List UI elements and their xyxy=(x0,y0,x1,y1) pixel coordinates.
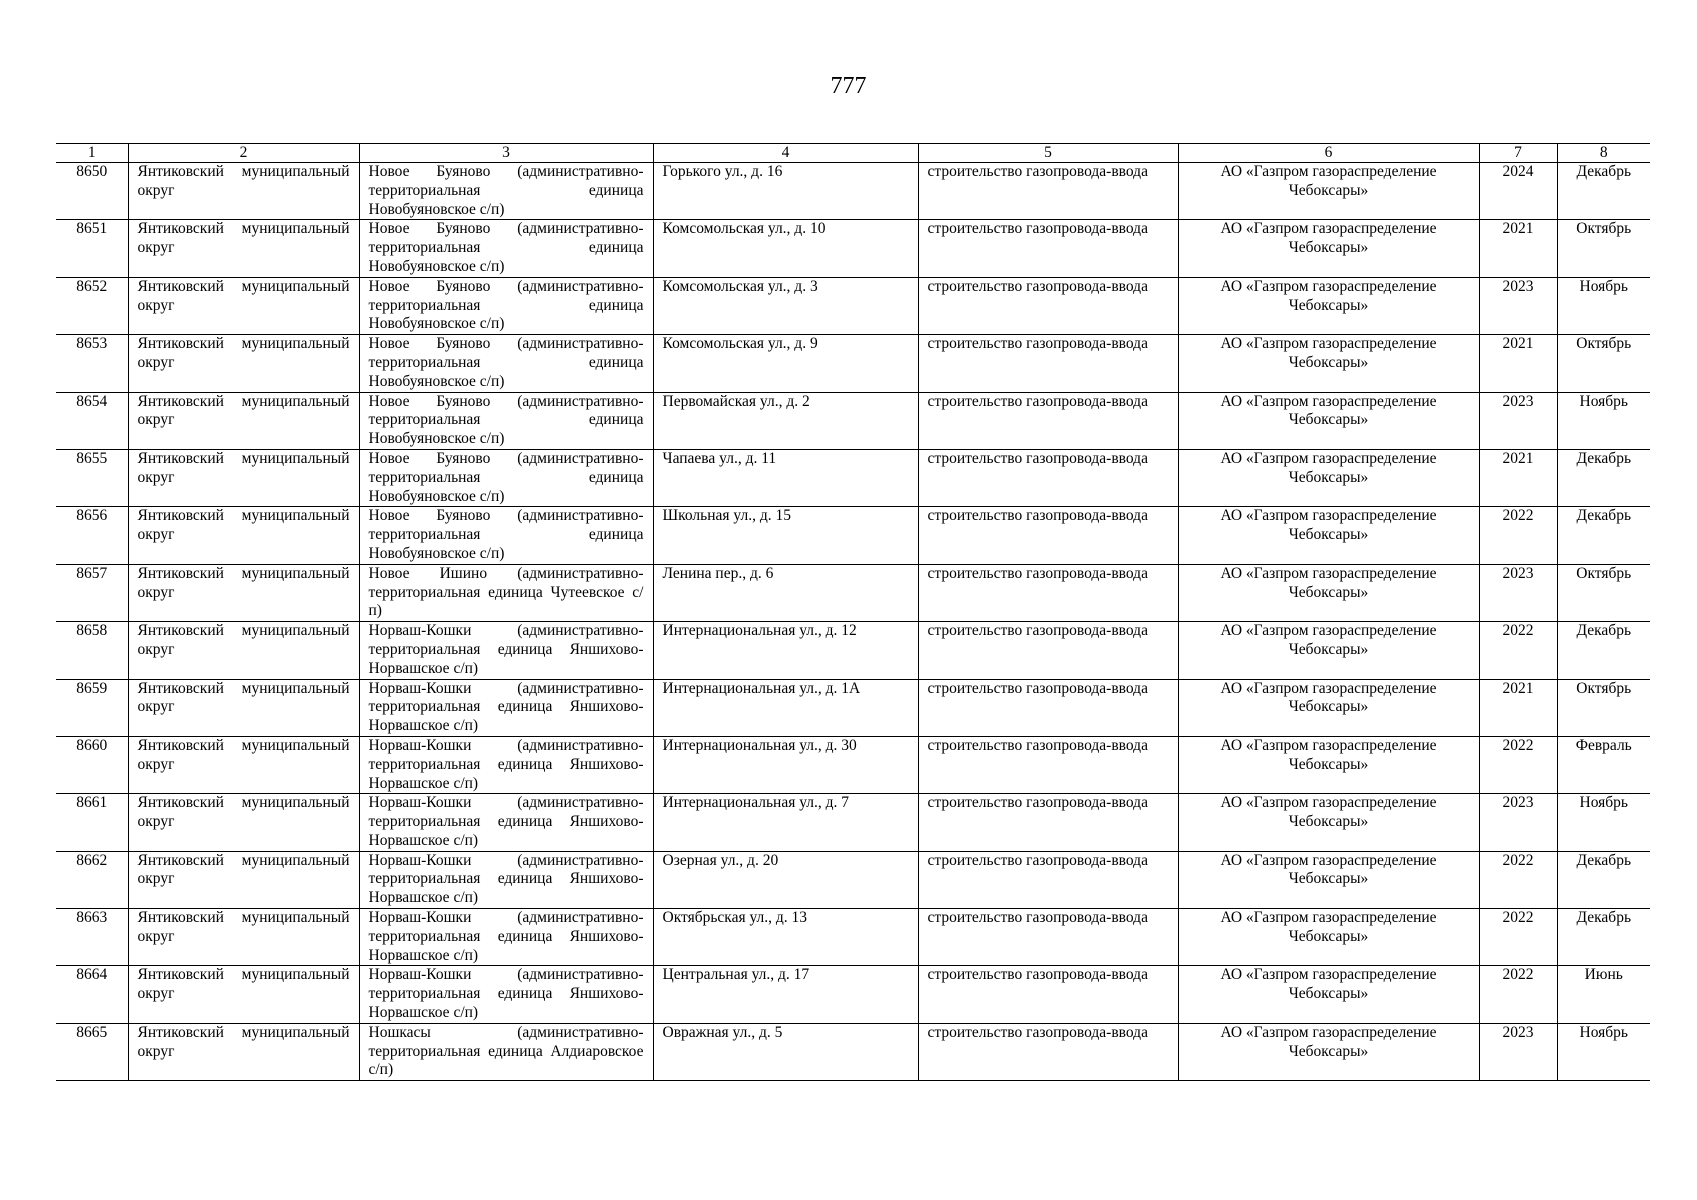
table-row xyxy=(56,449,1650,506)
address-cell: Озерная ул., д. 20 xyxy=(653,851,918,908)
district-cell: Янтиковский муниципальный округ xyxy=(128,851,359,908)
locality-cell: Новое Буяново (административно-территориальная единица Новобуяновское с/п) xyxy=(359,449,653,506)
locality-cell: Новое Буяново (административно-территориальная единица Новобуяновское с/п) xyxy=(359,507,653,564)
table-row xyxy=(56,622,1650,679)
address-cell: Октябрьская ул., д. 13 xyxy=(653,909,918,966)
month-cell: Октябрь xyxy=(1557,564,1650,621)
address-cell: Интернациональная ул., д. 30 xyxy=(653,736,918,793)
locality-cell: Норваш-Кошки (административно-территориальная единица Яншихово-Норвашское с/п) xyxy=(359,909,653,966)
locality-cell: Новое Буяново (административно-территориальная единица Новобуяновское с/п) xyxy=(359,220,653,277)
year-cell: 2023 xyxy=(1479,277,1557,334)
locality-cell: Ношкасы (административно-территориальная единица Алдиаровское с/п) xyxy=(359,1023,653,1080)
table-row xyxy=(56,679,1650,736)
work-type-cell: строительство газопровода-ввода xyxy=(918,220,1178,277)
month-cell: Октябрь xyxy=(1557,335,1650,392)
table-row xyxy=(56,392,1650,449)
district-cell: Янтиковский муниципальный округ xyxy=(128,163,359,220)
row-number: 8654 xyxy=(56,392,128,449)
year-cell: 2021 xyxy=(1479,679,1557,736)
organization-cell: АО «Газпром газораспределение Чебоксары» xyxy=(1178,679,1479,736)
address-cell: Комсомольская ул., д. 3 xyxy=(653,277,918,334)
address-cell: Интернациональная ул., д. 7 xyxy=(653,794,918,851)
table-row xyxy=(56,794,1650,851)
month-cell: Декабрь xyxy=(1557,851,1650,908)
row-number: 8655 xyxy=(56,449,128,506)
locality-cell: Норваш-Кошки (административно-территориальная единица Яншихово-Норвашское с/п) xyxy=(359,736,653,793)
district-cell: Янтиковский муниципальный округ xyxy=(128,449,359,506)
district-cell: Янтиковский муниципальный округ xyxy=(128,736,359,793)
work-type-cell: строительство газопровода-ввода xyxy=(918,622,1178,679)
table-header xyxy=(56,144,1650,163)
district-cell: Янтиковский муниципальный округ xyxy=(128,622,359,679)
address-cell: Горького ул., д. 16 xyxy=(653,163,918,220)
organization-cell: АО «Газпром газораспределение Чебоксары» xyxy=(1178,507,1479,564)
district-cell: Янтиковский муниципальный округ xyxy=(128,277,359,334)
district-cell: Янтиковский муниципальный округ xyxy=(128,335,359,392)
work-type-cell: строительство газопровода-ввода xyxy=(918,909,1178,966)
year-cell: 2021 xyxy=(1479,220,1557,277)
year-cell: 2024 xyxy=(1479,163,1557,220)
row-number: 8656 xyxy=(56,507,128,564)
row-number: 8657 xyxy=(56,564,128,621)
month-cell: Декабрь xyxy=(1557,449,1650,506)
table-row xyxy=(56,220,1650,277)
year-cell: 2023 xyxy=(1479,392,1557,449)
table-row xyxy=(56,335,1650,392)
work-type-cell: строительство газопровода-ввода xyxy=(918,449,1178,506)
district-cell: Янтиковский муниципальный округ xyxy=(128,794,359,851)
row-number: 8659 xyxy=(56,679,128,736)
organization-cell: АО «Газпром газораспределение Чебоксары» xyxy=(1178,794,1479,851)
district-cell: Янтиковский муниципальный округ xyxy=(128,564,359,621)
year-cell: 2023 xyxy=(1479,1023,1557,1080)
organization-cell: АО «Газпром газораспределение Чебоксары» xyxy=(1178,736,1479,793)
work-type-cell: строительство газопровода-ввода xyxy=(918,163,1178,220)
month-cell: Июнь xyxy=(1557,966,1650,1023)
table-row xyxy=(56,966,1650,1023)
month-cell: Декабрь xyxy=(1557,507,1650,564)
year-cell: 2023 xyxy=(1479,564,1557,621)
header-row xyxy=(56,144,1650,163)
row-number: 8650 xyxy=(56,163,128,220)
year-cell: 2023 xyxy=(1479,794,1557,851)
month-cell: Февраль xyxy=(1557,736,1650,793)
month-cell: Декабрь xyxy=(1557,909,1650,966)
work-type-cell: строительство газопровода-ввода xyxy=(918,736,1178,793)
work-type-cell: строительство газопровода-ввода xyxy=(918,392,1178,449)
year-cell: 2021 xyxy=(1479,449,1557,506)
year-cell: 2022 xyxy=(1479,909,1557,966)
locality-cell: Норваш-Кошки (административно-территориальная единица Яншихово-Норвашское с/п) xyxy=(359,851,653,908)
page-number: 777 xyxy=(830,73,867,99)
row-number: 8665 xyxy=(56,1023,128,1080)
locality-cell: Новое Буяново (административно-территориальная единица Новобуяновское с/п) xyxy=(359,163,653,220)
organization-cell: АО «Газпром газораспределение Чебоксары» xyxy=(1178,909,1479,966)
month-cell: Ноябрь xyxy=(1557,1023,1650,1080)
district-cell: Янтиковский муниципальный округ xyxy=(128,507,359,564)
organization-cell: АО «Газпром газораспределение Чебоксары» xyxy=(1178,564,1479,621)
work-type-cell: строительство газопровода-ввода xyxy=(918,507,1178,564)
organization-cell: АО «Газпром газораспределение Чебоксары» xyxy=(1178,220,1479,277)
table-row xyxy=(56,736,1650,793)
table-row xyxy=(56,1023,1650,1080)
work-type-cell: строительство газопровода-ввода xyxy=(918,679,1178,736)
locality-cell: Новое Буяново (административно-территориальная единица Новобуяновское с/п) xyxy=(359,335,653,392)
work-type-cell: строительство газопровода-ввода xyxy=(918,335,1178,392)
organization-cell: АО «Газпром газораспределение Чебоксары» xyxy=(1178,449,1479,506)
year-cell: 2022 xyxy=(1479,851,1557,908)
month-cell: Октябрь xyxy=(1557,220,1650,277)
address-cell: Комсомольская ул., д. 10 xyxy=(653,220,918,277)
month-cell: Декабрь xyxy=(1557,163,1650,220)
row-number: 8661 xyxy=(56,794,128,851)
year-cell: 2022 xyxy=(1479,966,1557,1023)
address-cell: Овражная ул., д. 5 xyxy=(653,1023,918,1080)
data-table xyxy=(56,143,1650,1081)
address-cell: Интернациональная ул., д. 12 xyxy=(653,622,918,679)
address-cell: Комсомольская ул., д. 9 xyxy=(653,335,918,392)
district-cell: Янтиковский муниципальный округ xyxy=(128,392,359,449)
work-type-cell: строительство газопровода-ввода xyxy=(918,277,1178,334)
row-number: 8652 xyxy=(56,277,128,334)
table-row xyxy=(56,277,1650,334)
year-cell: 2022 xyxy=(1479,736,1557,793)
organization-cell: АО «Газпром газораспределение Чебоксары» xyxy=(1178,335,1479,392)
column-header-4: 4 xyxy=(653,144,918,163)
row-number: 8653 xyxy=(56,335,128,392)
work-type-cell: строительство газопровода-ввода xyxy=(918,851,1178,908)
locality-cell: Новое Ишино (административно-территориальная единица Чутеевское с/п) xyxy=(359,564,653,621)
district-cell: Янтиковский муниципальный округ xyxy=(128,966,359,1023)
locality-cell: Норваш-Кошки (административно-территориальная единица Яншихово-Норвашское с/п) xyxy=(359,794,653,851)
column-header-8: 8 xyxy=(1557,144,1650,163)
row-number: 8660 xyxy=(56,736,128,793)
column-header-6: 6 xyxy=(1178,144,1479,163)
row-number: 8663 xyxy=(56,909,128,966)
column-header-3: 3 xyxy=(359,144,653,163)
month-cell: Ноябрь xyxy=(1557,277,1650,334)
organization-cell: АО «Газпром газораспределение Чебоксары» xyxy=(1178,277,1479,334)
locality-cell: Новое Буяново (административно-территориальная единица Новобуяновское с/п) xyxy=(359,277,653,334)
locality-cell: Норваш-Кошки (административно-территориальная единица Яншихово-Норвашское с/п) xyxy=(359,966,653,1023)
month-cell: Ноябрь xyxy=(1557,794,1650,851)
month-cell: Декабрь xyxy=(1557,622,1650,679)
district-cell: Янтиковский муниципальный округ xyxy=(128,220,359,277)
work-type-cell: строительство газопровода-ввода xyxy=(918,794,1178,851)
district-cell: Янтиковский муниципальный округ xyxy=(128,1023,359,1080)
column-header-5: 5 xyxy=(918,144,1178,163)
district-cell: Янтиковский муниципальный округ xyxy=(128,909,359,966)
organization-cell: АО «Газпром газораспределение Чебоксары» xyxy=(1178,622,1479,679)
table-row xyxy=(56,507,1650,564)
address-cell: Центральная ул., д. 17 xyxy=(653,966,918,1023)
organization-cell: АО «Газпром газораспределение Чебоксары» xyxy=(1178,851,1479,908)
locality-cell: Норваш-Кошки (административно-территориальная единица Яншихово-Норвашское с/п) xyxy=(359,679,653,736)
locality-cell: Норваш-Кошки (административно-территориальная единица Яншихово-Норвашское с/п) xyxy=(359,622,653,679)
row-number: 8651 xyxy=(56,220,128,277)
organization-cell: АО «Газпром газораспределение Чебоксары» xyxy=(1178,392,1479,449)
month-cell: Ноябрь xyxy=(1557,392,1650,449)
row-number: 8662 xyxy=(56,851,128,908)
organization-cell: АО «Газпром газораспределение Чебоксары» xyxy=(1178,163,1479,220)
address-cell: Первомайская ул., д. 2 xyxy=(653,392,918,449)
column-header-7: 7 xyxy=(1479,144,1557,163)
address-cell: Чапаева ул., д. 11 xyxy=(653,449,918,506)
year-cell: 2022 xyxy=(1479,507,1557,564)
row-number: 8658 xyxy=(56,622,128,679)
year-cell: 2021 xyxy=(1479,335,1557,392)
row-number: 8664 xyxy=(56,966,128,1023)
locality-cell: Новое Буяново (административно-территориальная единица Новобуяновское с/п) xyxy=(359,392,653,449)
organization-cell: АО «Газпром газораспределение Чебоксары» xyxy=(1178,966,1479,1023)
year-cell: 2022 xyxy=(1479,622,1557,679)
address-cell: Школьная ул., д. 15 xyxy=(653,507,918,564)
table-row xyxy=(56,909,1650,966)
table-row xyxy=(56,163,1650,220)
column-header-1: 1 xyxy=(56,144,128,163)
work-type-cell: строительство газопровода-ввода xyxy=(918,1023,1178,1080)
table-row xyxy=(56,851,1650,908)
organization-cell: АО «Газпром газораспределение Чебоксары» xyxy=(1178,1023,1479,1080)
month-cell: Октябрь xyxy=(1557,679,1650,736)
work-type-cell: строительство газопровода-ввода xyxy=(918,564,1178,621)
work-type-cell: строительство газопровода-ввода xyxy=(918,966,1178,1023)
table-body xyxy=(56,163,1650,1081)
district-cell: Янтиковский муниципальный округ xyxy=(128,679,359,736)
address-cell: Интернациональная ул., д. 1А xyxy=(653,679,918,736)
column-header-2: 2 xyxy=(128,144,359,163)
table-row xyxy=(56,564,1650,621)
address-cell: Ленина пер., д. 6 xyxy=(653,564,918,621)
